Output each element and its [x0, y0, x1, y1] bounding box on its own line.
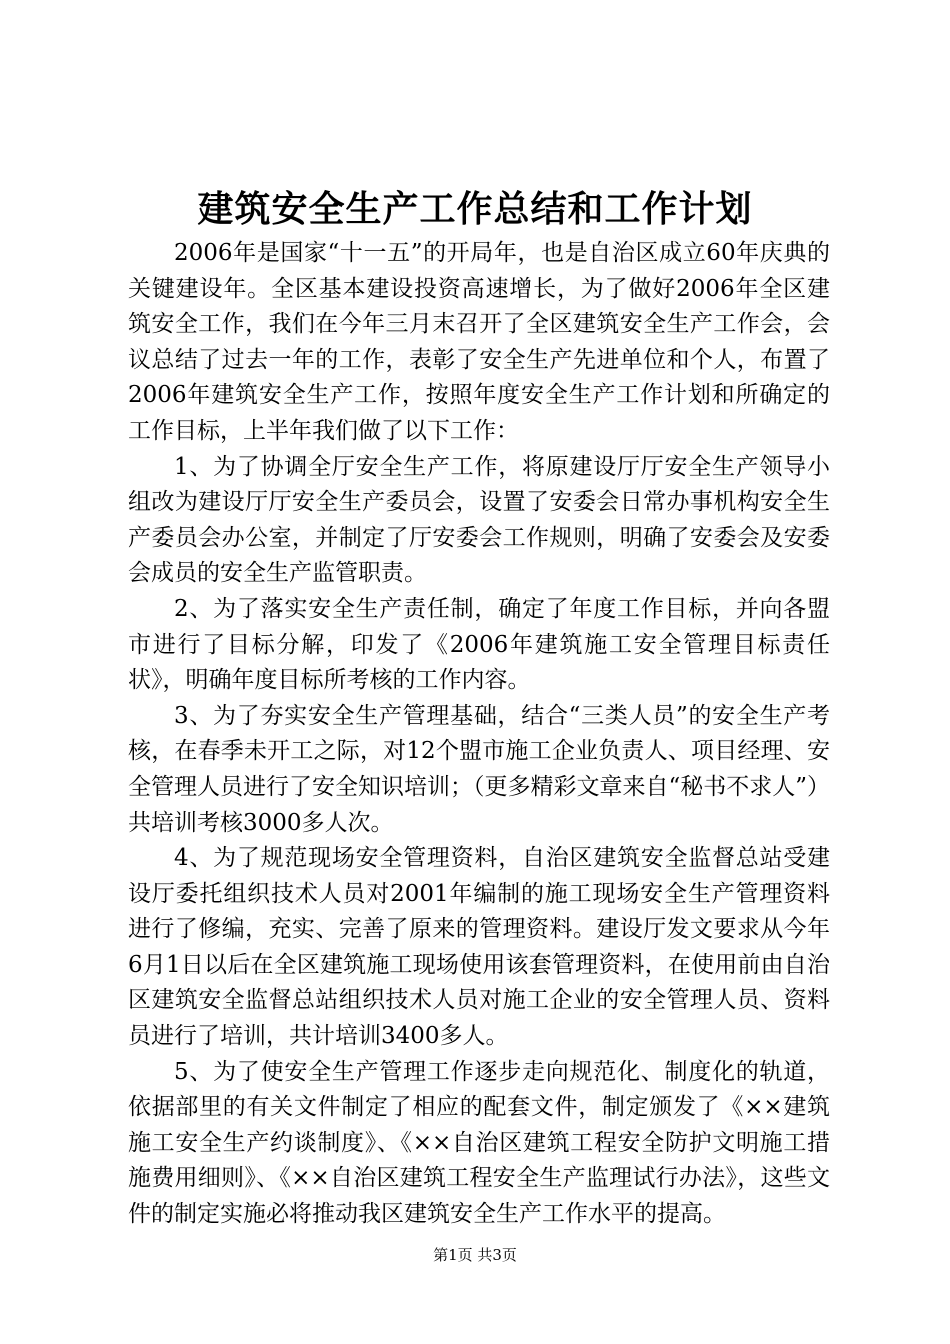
- item-paragraph-4: 4、为了规范现场安全管理资料，自治区建筑安全监督总站受建设厅委托组织技术人员对2001年编制的施工现场安全生产管理资料进行了修编，充实、完善了原来的管理资料。建设厅发文要求从今年6月1日以后在全区建筑施工现场使用该套管理资料，在使用前由自治区建筑安全监督总站组织技术人员对施工企业的安全管理人员、资料员进行了培训，共计培训3400多人。: [128, 845, 830, 1050]
- document-body: [128, 236, 830, 1233]
- item-paragraph-3: 3、为了夯实安全生产管理基础，结合“三类人员”的安全生产考核，在春季未开工之际，对12个盟市施工企业负责人、项目经理、安全管理人员进行了安全知识培训；（更多精彩文章来自“秘书不求人”）共培训考核3000多人次。: [128, 702, 831, 836]
- page-footer: 第1页 共3页: [433, 1246, 517, 1264]
- item-paragraph-5: 5、为了使安全生产管理工作逐步走向规范化、制度化的轨道，依据部里的有关文件制定了相应的配套文件，制定颁发了《××建筑施工安全生产约谈制度》、《××自治区建筑工程安全防护文明施工措施费用细则》、《××自治区建筑工程安全生产监理试行办法》，这些文件的制定实施必将推动我区建筑安全生产工作水平的提高。: [128, 1058, 830, 1228]
- document-title: 建筑安全生产工作总结和工作计划: [197, 188, 753, 230]
- item-paragraph-2: 2、为了落实安全生产责任制，确定了年度工作目标，并向各盟市进行了目标分解，印发了《2006年建筑施工安全管理目标责任状》，明确年度目标所考核的工作内容。: [128, 595, 830, 694]
- intro-paragraph: 2006年是国家“十一五”的开局年，也是自治区成立60年庆典的关键建设年。全区基本建设投资高速增长，为了做好2006年全区建筑安全工作，我们在今年三月末召开了全区建筑安全生产工作会，会议总结了过去一年的工作，表彰了安全生产先进单位和个人，布置了2006年建筑安全生产工作，按照年度安全生产工作计划和所确定的工作目标，上半年我们做了以下工作：: [128, 240, 830, 444]
- item-paragraph-1: 1、为了协调全厅安全生产工作，将原建设厅厅安全生产领导小组改为建设厅厅安全生产委员会，设置了安委会日常办事机构安全生产委员会办公室，并制定了厅安委会工作规则，明确了安委会及安委会成员的安全生产监管职责。: [128, 453, 830, 587]
